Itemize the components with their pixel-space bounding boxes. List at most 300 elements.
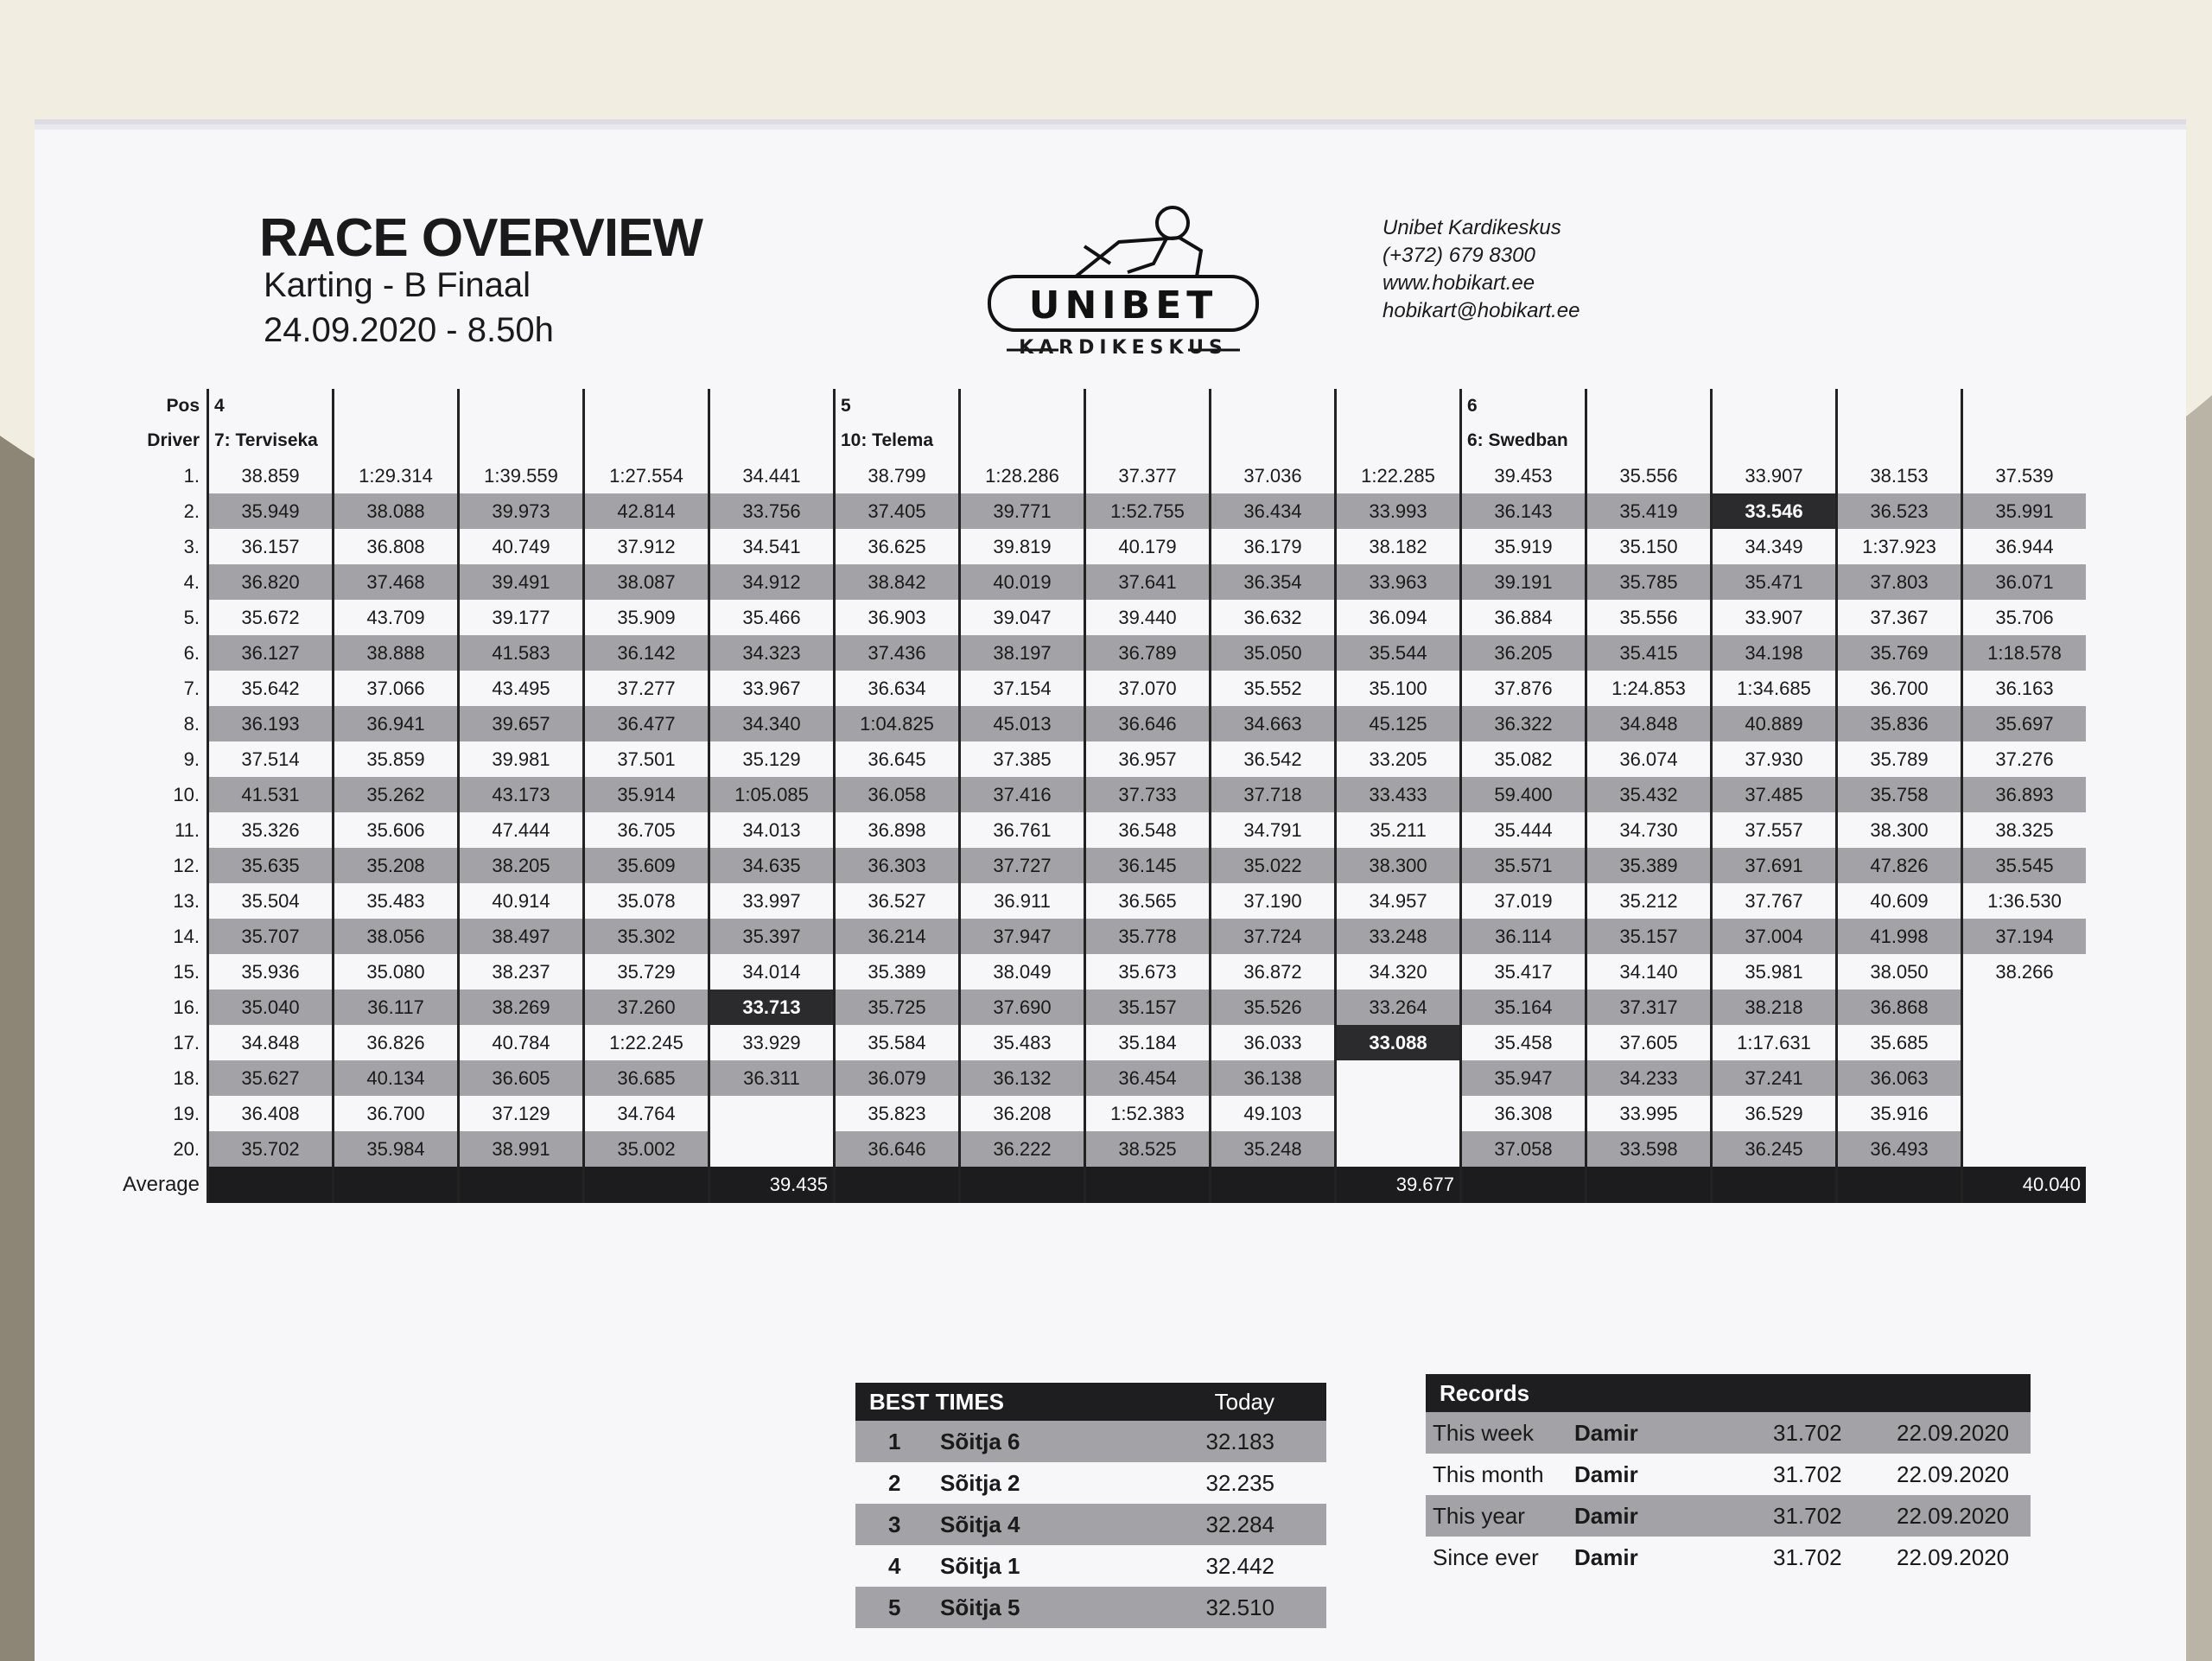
logo-wordmark: UNIBET: [1028, 283, 1218, 328]
lap-time-cell: 36.700: [1837, 671, 1962, 706]
lap-time-cell: 1:52.755: [1085, 493, 1211, 529]
average-cell: [1712, 1167, 1837, 1203]
lap-time-cell: 35.415: [1586, 635, 1712, 671]
pos-label: Pos: [166, 396, 200, 416]
record-row: [1426, 1495, 2031, 1537]
lap-time-cell: [1336, 1131, 1461, 1167]
lap-time-cell: 35.697: [1962, 706, 2087, 741]
lap-time-cell: 36.245: [1712, 1131, 1837, 1167]
lap-number: 15.: [173, 960, 200, 983]
lap-time-cell: 33.907: [1712, 458, 1837, 493]
best-lap-cell: 33.088: [1336, 1025, 1461, 1060]
lap-time-cell: 1:27.554: [584, 458, 709, 493]
lap-number: 3.: [183, 535, 200, 557]
best-time-rank: 3: [888, 1511, 901, 1537]
lap-row: [117, 458, 2086, 493]
lap-time-cell: 36.903: [835, 600, 960, 635]
lap-time-cell: 35.702: [208, 1131, 334, 1167]
lap-time-cell: 33.993: [1336, 493, 1461, 529]
best-times-column-label: Today: [1214, 1389, 1274, 1415]
lap-number: 4.: [183, 570, 200, 593]
lap-time-cell: 37.277: [584, 671, 709, 706]
record-period: This year: [1433, 1503, 1525, 1529]
lap-time-cell: 35.080: [334, 954, 459, 990]
lap-time-cell: 38.859: [208, 458, 334, 493]
lap-row: [117, 671, 2086, 706]
column-position: [960, 389, 1085, 423]
lap-time-cell: 47.826: [1837, 848, 1962, 883]
lap-time-cell: 35.556: [1586, 458, 1712, 493]
lap-time-cell: 40.609: [1837, 883, 1962, 919]
lap-time-cell: 34.730: [1586, 812, 1712, 848]
lap-time-cell: 1:29.314: [334, 458, 459, 493]
lap-time-cell: 33.598: [1586, 1131, 1712, 1167]
records-box: [1426, 1374, 2031, 1578]
lap-time-cell: 37.276: [1962, 741, 2087, 777]
lap-time-cell: 36.142: [584, 635, 709, 671]
lap-time-cell: 35.758: [1837, 777, 1962, 812]
lap-time-cell: 37.367: [1837, 600, 1962, 635]
lap-time-cell: 1:24.853: [1586, 671, 1712, 706]
lap-time-cell: 36.646: [1085, 706, 1211, 741]
lap-number: 13.: [173, 889, 200, 912]
lap-time-cell: 36.625: [835, 529, 960, 564]
lap-time-cell: 33.433: [1336, 777, 1461, 812]
lap-time-cell: 37.416: [960, 777, 1085, 812]
lap-time-cell: 37.190: [1211, 883, 1336, 919]
lap-time-cell: [1962, 1131, 2087, 1167]
column-driver: [709, 423, 835, 458]
best-times-box: [855, 1383, 1326, 1628]
lap-time-cell: 36.058: [835, 777, 960, 812]
average-cell: 40.040: [1962, 1167, 2087, 1203]
best-time-value: 32.183: [1205, 1429, 1274, 1454]
average-cell: [1461, 1167, 1586, 1203]
lap-time-cell: 34.635: [709, 848, 835, 883]
lap-time-cell: [709, 1096, 835, 1131]
lap-time-cell: 35.432: [1586, 777, 1712, 812]
lap-number: 18.: [173, 1066, 200, 1089]
lap-time-cell: 40.749: [459, 529, 584, 564]
lap-time-cell: 36.808: [334, 529, 459, 564]
lap-time-cell: 42.814: [584, 493, 709, 529]
lap-time-cell: 35.248: [1211, 1131, 1336, 1167]
lap-time-cell: 39.981: [459, 741, 584, 777]
lap-time-cell: 36.820: [208, 564, 334, 600]
lap-number: 14.: [173, 925, 200, 947]
record-driver: Damir: [1574, 1503, 1638, 1529]
lap-number: 20.: [173, 1137, 200, 1160]
lap-time-cell: 1:39.559: [459, 458, 584, 493]
lap-time-cell: 35.949: [208, 493, 334, 529]
lap-time-cell: 38.991: [459, 1131, 584, 1167]
lap-time-cell: 36.132: [960, 1060, 1085, 1096]
lap-number: 7.: [183, 677, 200, 699]
record-time: 31.702: [1773, 1503, 1842, 1529]
lap-time-cell: 36.094: [1336, 600, 1461, 635]
lap-time-cell: 35.417: [1461, 954, 1586, 990]
lap-time-cell: 38.087: [584, 564, 709, 600]
lap-time-cell: 36.074: [1586, 741, 1712, 777]
lap-time-cell: 36.523: [1837, 493, 1962, 529]
best-time-rank: 5: [888, 1594, 901, 1620]
lap-time-cell: 34.957: [1336, 883, 1461, 919]
best-time-rank: 1: [888, 1429, 901, 1454]
lap-time-cell: 34.441: [709, 458, 835, 493]
lap-time-cell: 36.789: [1085, 635, 1211, 671]
lap-time-cell: 34.848: [1586, 706, 1712, 741]
lap-row: [117, 848, 2086, 883]
lap-time-cell: 36.548: [1085, 812, 1211, 848]
page-title: RACE OVERVIEW: [259, 208, 702, 268]
unibet-logo: [981, 190, 1266, 372]
lap-row: [117, 919, 2086, 954]
column-position: [1085, 389, 1211, 423]
lap-time-cell: 35.606: [334, 812, 459, 848]
lap-time-cell: 37.718: [1211, 777, 1336, 812]
lap-number: 5.: [183, 606, 200, 628]
record-row: [1426, 1412, 2031, 1454]
lap-time-cell: [1336, 1096, 1461, 1131]
contact-name: Unibet Kardikeskus: [1382, 216, 1561, 239]
lap-time-cell: 38.497: [459, 919, 584, 954]
lap-time-cell: 36.898: [835, 812, 960, 848]
lap-time-cell: 35.672: [208, 600, 334, 635]
lap-time-cell: 36.527: [835, 883, 960, 919]
lap-time-cell: 35.302: [584, 919, 709, 954]
lap-time-cell: 37.468: [334, 564, 459, 600]
lap-time-cell: 35.556: [1586, 600, 1712, 635]
lap-time-cell: 35.627: [208, 1060, 334, 1096]
lap-row: [117, 635, 2086, 671]
column-driver: [1962, 423, 2087, 458]
best-time-driver: Sõitja 4: [940, 1511, 1020, 1537]
lap-time-cell: 36.127: [208, 635, 334, 671]
lap-times-table: [117, 389, 2086, 1203]
lap-time-cell: 35.609: [584, 848, 709, 883]
lap-time-cell: 34.013: [709, 812, 835, 848]
lap-time-cell: 35.725: [835, 990, 960, 1025]
lap-time-cell: 36.454: [1085, 1060, 1211, 1096]
lap-time-cell: 35.444: [1461, 812, 1586, 848]
lap-time-cell: 38.197: [960, 635, 1085, 671]
lap-row: [117, 1025, 2086, 1060]
lap-time-cell: 35.552: [1211, 671, 1336, 706]
lap-time-cell: 35.504: [208, 883, 334, 919]
lap-time-cell: 36.565: [1085, 883, 1211, 919]
lap-number: 6.: [183, 641, 200, 664]
best-time-driver: Sõitja 1: [940, 1553, 1020, 1579]
lap-time-cell: 34.848: [208, 1025, 334, 1060]
column-position: [1211, 389, 1336, 423]
lap-time-cell: 37.912: [584, 529, 709, 564]
lap-number: 19.: [173, 1102, 200, 1124]
lap-row: [117, 812, 2086, 848]
lap-time-cell: 35.642: [208, 671, 334, 706]
lap-time-cell: 39.771: [960, 493, 1085, 529]
record-time: 31.702: [1773, 1461, 1842, 1487]
column-driver: 7: Terviseka: [208, 423, 334, 458]
lap-time-cell: 39.047: [960, 600, 1085, 635]
lap-time-cell: [1962, 1025, 2087, 1060]
lap-time-cell: 36.868: [1837, 990, 1962, 1025]
lap-time-cell: 35.040: [208, 990, 334, 1025]
lap-time-cell: 39.440: [1085, 600, 1211, 635]
lap-time-cell: 37.605: [1586, 1025, 1712, 1060]
lap-time-cell: 35.483: [334, 883, 459, 919]
lap-time-cell: 36.542: [1211, 741, 1336, 777]
best-time-value: 32.510: [1205, 1594, 1274, 1620]
contact-website: www.hobikart.ee: [1382, 271, 1535, 295]
lap-time-cell: 35.002: [584, 1131, 709, 1167]
lap-time-cell: 35.823: [835, 1096, 960, 1131]
average-cell: [1837, 1167, 1962, 1203]
records-header: [1426, 1374, 2031, 1412]
lap-row: [117, 954, 2086, 990]
lap-time-cell: 40.914: [459, 883, 584, 919]
lap-row: [117, 1096, 2086, 1131]
record-date: 22.09.2020: [1897, 1503, 2010, 1529]
lap-time-cell: 36.303: [835, 848, 960, 883]
best-time-row: [855, 1587, 1326, 1628]
column-driver: [1336, 423, 1461, 458]
lap-time-cell: 36.114: [1461, 919, 1586, 954]
lap-time-cell: 35.909: [584, 600, 709, 635]
lap-time-cell: [1962, 1060, 2087, 1096]
column-position: [459, 389, 584, 423]
column-driver: [459, 423, 584, 458]
lap-time-cell: 1:22.245: [584, 1025, 709, 1060]
lap-time-cell: 34.233: [1586, 1060, 1712, 1096]
lap-time-cell: 37.405: [835, 493, 960, 529]
lap-time-cell: 35.389: [835, 954, 960, 990]
lap-time-cell: 41.583: [459, 635, 584, 671]
record-driver: Damir: [1574, 1544, 1638, 1570]
lap-time-cell: 38.218: [1712, 990, 1837, 1025]
average-cell: [334, 1167, 459, 1203]
header-pos-row: [117, 389, 2086, 423]
lap-row: [117, 741, 2086, 777]
lap-time-cell: 37.070: [1085, 671, 1211, 706]
best-time-value: 32.235: [1205, 1470, 1274, 1496]
lap-time-cell: 36.193: [208, 706, 334, 741]
lap-time-cell: [1962, 1096, 2087, 1131]
lap-time-cell: 39.453: [1461, 458, 1586, 493]
lap-time-cell: 35.685: [1837, 1025, 1962, 1060]
lap-time-cell: 34.349: [1712, 529, 1837, 564]
lap-time-cell: 45.013: [960, 706, 1085, 741]
lap-time-cell: 1:04.825: [835, 706, 960, 741]
lap-time-cell: 37.690: [960, 990, 1085, 1025]
lap-time-cell: 35.914: [584, 777, 709, 812]
lap-time-cell: 36.434: [1211, 493, 1336, 529]
lap-time-cell: 38.269: [459, 990, 584, 1025]
lap-time-cell: 33.205: [1336, 741, 1461, 777]
lap-time-cell: 36.322: [1461, 706, 1586, 741]
lap-time-cell: 37.724: [1211, 919, 1336, 954]
lap-time-cell: 38.888: [334, 635, 459, 671]
lap-time-cell: 35.129: [709, 741, 835, 777]
average-cell: [1586, 1167, 1712, 1203]
lap-time-cell: 40.019: [960, 564, 1085, 600]
lap-time-cell: 35.729: [584, 954, 709, 990]
contact-info: [1382, 214, 1580, 325]
lap-time-cell: 36.033: [1211, 1025, 1336, 1060]
record-period: Since ever: [1433, 1544, 1539, 1570]
lap-time-cell: 37.154: [960, 671, 1085, 706]
average-cell: [1211, 1167, 1336, 1203]
lap-time-cell: 38.050: [1837, 954, 1962, 990]
lap-time-cell: 36.634: [835, 671, 960, 706]
lap-time-cell: 35.545: [1962, 848, 2087, 883]
lap-time-cell: 33.756: [709, 493, 835, 529]
lap-time-cell: 36.705: [584, 812, 709, 848]
lap-number: 1.: [183, 464, 200, 487]
lap-time-cell: 37.260: [584, 990, 709, 1025]
lap-time-cell: 34.198: [1712, 635, 1837, 671]
best-times-title: BEST TIMES: [869, 1389, 1005, 1415]
lap-time-cell: 35.916: [1837, 1096, 1962, 1131]
lap-number: 10.: [173, 783, 200, 805]
column-driver: [1211, 423, 1336, 458]
record-date: 22.09.2020: [1897, 1461, 2010, 1487]
lap-time-cell: 37.377: [1085, 458, 1211, 493]
lap-time-cell: 36.311: [709, 1060, 835, 1096]
lap-time-cell: 36.214: [835, 919, 960, 954]
column-position: 5: [835, 389, 960, 423]
lap-time-cell: 37.194: [1962, 919, 2087, 954]
lap-time-cell: 33.963: [1336, 564, 1461, 600]
lap-time-cell: 35.919: [1461, 529, 1586, 564]
lap-time-cell: 34.140: [1586, 954, 1712, 990]
lap-time-cell: 41.531: [208, 777, 334, 812]
lap-time-cell: 36.493: [1837, 1131, 1962, 1167]
lap-time-cell: 36.063: [1837, 1060, 1962, 1096]
lap-time-cell: 36.605: [459, 1060, 584, 1096]
lap-time-cell: 37.733: [1085, 777, 1211, 812]
lap-time-cell: 36.138: [1211, 1060, 1336, 1096]
lap-time-cell: 1:05.085: [709, 777, 835, 812]
lap-time-cell: 36.079: [835, 1060, 960, 1096]
lap-time-cell: 1:34.685: [1712, 671, 1837, 706]
best-time-driver: Sõitja 5: [940, 1594, 1020, 1620]
lap-time-cell: 35.466: [709, 600, 835, 635]
records-title: Records: [1440, 1380, 1530, 1406]
lap-time-cell: 35.836: [1837, 706, 1962, 741]
record-period: This month: [1433, 1461, 1544, 1487]
contact-phone: (+372) 679 8300: [1382, 244, 1535, 267]
lap-time-cell: 1:28.286: [960, 458, 1085, 493]
average-row: [117, 1167, 2086, 1203]
column-position: [1712, 389, 1837, 423]
lap-time-cell: 35.991: [1962, 493, 2087, 529]
lap-time-cell: 37.947: [960, 919, 1085, 954]
lap-time-cell: 36.143: [1461, 493, 1586, 529]
contact-email: hobikart@hobikart.ee: [1382, 299, 1580, 322]
lap-time-cell: 37.058: [1461, 1131, 1586, 1167]
lap-time-cell: 36.157: [208, 529, 334, 564]
lap-time-cell: 36.884: [1461, 600, 1586, 635]
lap-time-cell: 35.981: [1712, 954, 1837, 990]
lap-time-cell: 37.641: [1085, 564, 1211, 600]
lap-time-cell: 35.184: [1085, 1025, 1211, 1060]
lap-time-cell: 37.803: [1837, 564, 1962, 600]
lap-time-cell: 37.930: [1712, 741, 1837, 777]
lap-time-cell: 36.145: [1085, 848, 1211, 883]
lap-time-cell: 36.957: [1085, 741, 1211, 777]
lap-time-cell: 35.389: [1586, 848, 1712, 883]
lap-time-cell: 35.984: [334, 1131, 459, 1167]
lap-time-cell: [1336, 1060, 1461, 1096]
lap-time-cell: 36.205: [1461, 635, 1586, 671]
average-cell: [459, 1167, 584, 1203]
record-date: 22.09.2020: [1897, 1420, 2010, 1446]
lap-time-cell: 35.544: [1336, 635, 1461, 671]
lap-time-cell: 36.685: [584, 1060, 709, 1096]
lap-time-cell: 37.019: [1461, 883, 1586, 919]
lap-number: 2.: [183, 500, 200, 522]
lap-time-cell: 37.557: [1712, 812, 1837, 848]
lap-time-cell: 35.458: [1461, 1025, 1586, 1060]
lap-time-cell: 37.539: [1962, 458, 2087, 493]
record-row: [1426, 1454, 2031, 1495]
average-label: Average: [123, 1173, 200, 1196]
lap-time-cell: 35.164: [1461, 990, 1586, 1025]
lap-time-cell: 36.308: [1461, 1096, 1586, 1131]
lap-row: [117, 706, 2086, 741]
lap-number: 8.: [183, 712, 200, 735]
lap-time-cell: 37.436: [835, 635, 960, 671]
lap-time-cell: 35.157: [1085, 990, 1211, 1025]
lap-time-cell: 36.222: [960, 1131, 1085, 1167]
lap-time-cell: 35.673: [1085, 954, 1211, 990]
race-datetime: 24.09.2020 - 8.50h: [264, 311, 554, 349]
lap-time-cell: 39.491: [459, 564, 584, 600]
lap-time-cell: 38.266: [1962, 954, 2087, 990]
lap-time-cell: 36.208: [960, 1096, 1085, 1131]
logo-subtitle: KARDIKESKUS: [1019, 337, 1228, 359]
lap-time-cell: 37.385: [960, 741, 1085, 777]
lap-time-cell: 34.912: [709, 564, 835, 600]
lap-time-cell: 35.262: [334, 777, 459, 812]
lap-time-cell: 37.004: [1712, 919, 1837, 954]
lap-time-cell: 35.707: [208, 919, 334, 954]
lap-time-cell: 40.179: [1085, 529, 1211, 564]
lap-time-cell: 38.056: [334, 919, 459, 954]
lap-row: [117, 990, 2086, 1025]
lap-time-cell: 35.769: [1837, 635, 1962, 671]
best-time-row: [855, 1504, 1326, 1545]
best-lap-cell: 33.713: [709, 990, 835, 1025]
best-time-row: [855, 1421, 1326, 1462]
lap-time-cell: 35.397: [709, 919, 835, 954]
driver-label: Driver: [147, 430, 200, 450]
best-times-header: [855, 1383, 1326, 1421]
lap-time-cell: 40.784: [459, 1025, 584, 1060]
column-driver: [334, 423, 459, 458]
lap-time-cell: 36.163: [1962, 671, 2087, 706]
best-time-row: [855, 1462, 1326, 1504]
lap-time-cell: 41.998: [1837, 919, 1962, 954]
best-time-driver: Sõitja 6: [940, 1429, 1020, 1454]
best-lap-cell: 33.546: [1712, 493, 1837, 529]
column-position: [1962, 389, 2087, 423]
lap-time-cell: 36.872: [1211, 954, 1336, 990]
lap-time-cell: 43.173: [459, 777, 584, 812]
lap-time-cell: 35.584: [835, 1025, 960, 1060]
lap-time-cell: 35.082: [1461, 741, 1586, 777]
record-period: This week: [1433, 1420, 1535, 1446]
